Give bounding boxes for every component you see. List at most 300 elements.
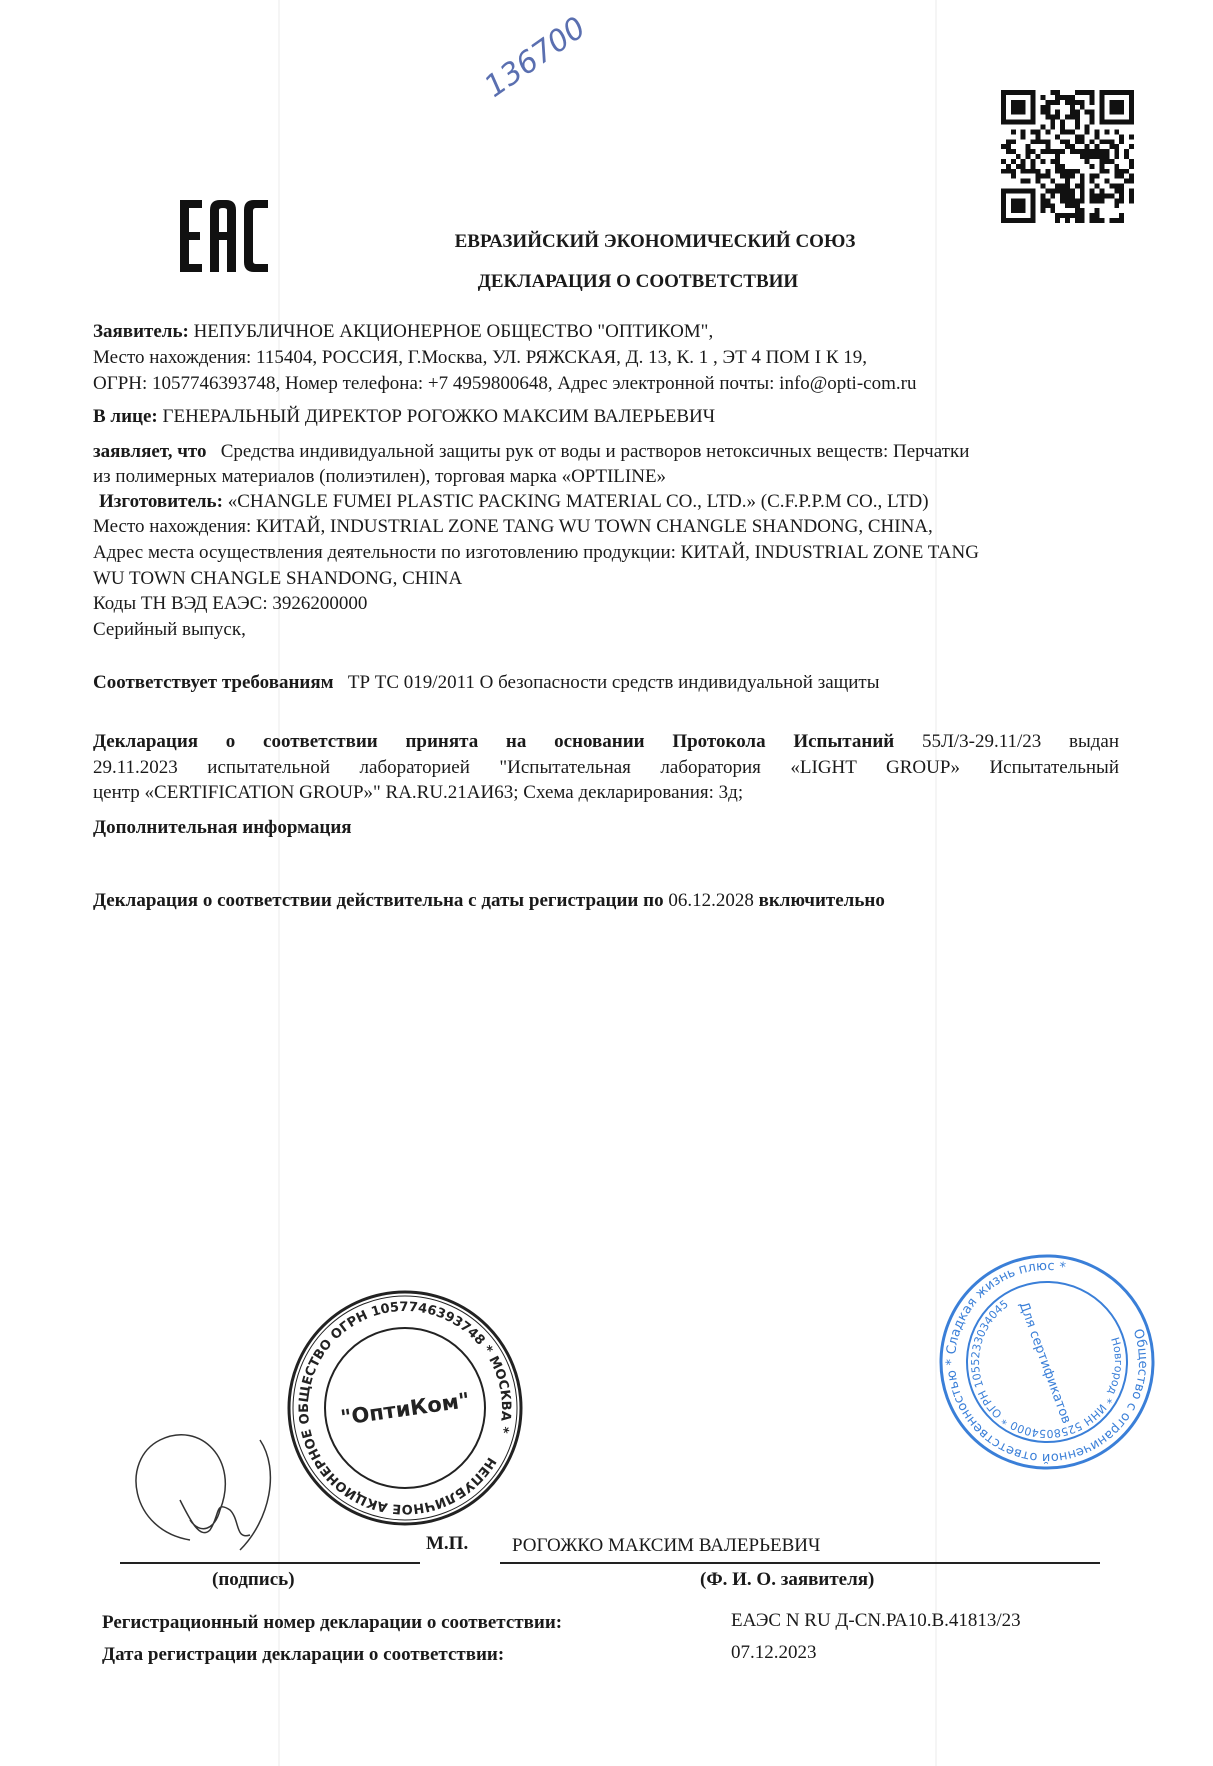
qr-module xyxy=(1075,208,1080,213)
qr-module xyxy=(1035,129,1040,134)
qr-module xyxy=(1055,115,1060,120)
qr-module xyxy=(1001,120,1035,125)
qr-module xyxy=(1011,159,1016,164)
qr-module xyxy=(1026,169,1031,174)
qr-module xyxy=(1109,100,1124,115)
qr-module xyxy=(1060,139,1065,144)
qr-module xyxy=(1040,174,1045,179)
qr-module xyxy=(1109,139,1114,144)
qr-module xyxy=(1090,174,1095,179)
qr-module xyxy=(1070,174,1075,179)
qr-module xyxy=(1114,149,1119,154)
qr-module xyxy=(1129,174,1134,179)
qr-module xyxy=(1065,179,1070,184)
qr-module xyxy=(1045,144,1050,149)
validity-date: 06.12.2028 xyxy=(668,890,754,911)
qr-module xyxy=(1045,189,1050,194)
name-caption: (Ф. И. О. заявителя) xyxy=(700,1569,875,1590)
qr-module xyxy=(1080,174,1085,179)
manufacturer-name: «CHANGLE FUMEI PLASTIC PACKING MATERIAL CO., LTD.» (C.F.P.P.M CO., LTD) xyxy=(227,491,929,512)
company-seal xyxy=(285,1288,525,1528)
qr-module xyxy=(1021,134,1026,139)
blue-stamp-center: Для сертификатов xyxy=(1015,1299,1074,1426)
qr-module xyxy=(1055,184,1060,189)
qr-module xyxy=(1100,198,1105,203)
qr-module xyxy=(1114,144,1119,149)
applicant-line xyxy=(93,321,1119,343)
qr-module xyxy=(1026,149,1031,154)
qr-module xyxy=(1095,213,1100,218)
qr-module xyxy=(1011,149,1016,154)
basis-line-1 xyxy=(93,731,1119,753)
qr-module xyxy=(1050,179,1055,184)
qr-module xyxy=(1104,129,1109,134)
qr-module xyxy=(1040,159,1045,164)
qr-module xyxy=(1100,120,1134,125)
qr-module xyxy=(1070,213,1075,218)
qr-module xyxy=(1100,154,1105,159)
qr-module xyxy=(1035,174,1040,179)
qr-module xyxy=(1050,124,1055,129)
qr-module xyxy=(1050,203,1055,208)
qr-module xyxy=(1055,90,1060,95)
qr-module xyxy=(1070,129,1075,134)
compliance-value: ТР ТС 019/2011 О безопасности средств индивидуальной защиты xyxy=(347,672,880,693)
qr-module xyxy=(1090,110,1095,115)
qr-module xyxy=(1016,154,1021,159)
qr-module xyxy=(1006,164,1011,169)
qr-module xyxy=(1090,189,1095,194)
qr-module xyxy=(1090,218,1095,223)
qr-module xyxy=(1095,149,1100,154)
manufacturer-label: Изготовитель: xyxy=(99,491,223,512)
qr-module xyxy=(1031,139,1036,144)
qr-module xyxy=(1001,144,1006,149)
signer-name: РОГОЖКО МАКСИМ ВАЛЕРЬЕВИЧ xyxy=(512,1535,821,1556)
qr-module xyxy=(1075,120,1080,125)
qr-module xyxy=(1006,149,1011,154)
qr-module xyxy=(1095,129,1100,134)
applicant-address: Место нахождения: 115404, РОССИЯ, Г.Москва, УЛ. РЯЖСКАЯ, Д. 13, К. 1 , ЭТ 4 ПОМ I К 19, xyxy=(93,347,868,368)
activity-address-1: Адрес места осуществления деятельности по изготовлению продукции: КИТАЙ, INDUSTRIAL ZONE TANG xyxy=(93,542,979,563)
qr-module xyxy=(1055,154,1060,159)
qr-module xyxy=(1075,139,1080,144)
qr-module xyxy=(1060,198,1065,203)
seal-center-text: "ОптиКом" xyxy=(339,1388,472,1430)
qr-module xyxy=(1021,129,1026,134)
qr-module xyxy=(1080,189,1085,194)
person-label: В лице: xyxy=(93,406,158,427)
qr-module xyxy=(1124,154,1129,159)
qr-module xyxy=(1006,144,1011,149)
qr-module xyxy=(1040,110,1045,115)
qr-module xyxy=(1040,208,1045,213)
basis-label: Декларация о соответствии принята на основании Протокола Испытаний xyxy=(93,731,895,752)
qr-module xyxy=(1055,164,1060,169)
qr-module xyxy=(1129,90,1134,124)
qr-module xyxy=(1075,149,1080,154)
qr-module xyxy=(1119,169,1124,174)
blue-company-stamp xyxy=(935,1250,1160,1475)
qr-module xyxy=(1109,159,1114,164)
qr-module xyxy=(1050,149,1055,154)
qr-module xyxy=(1119,198,1124,203)
applicant-name: НЕПУБЛИЧНОЕ АКЦИОНЕРНОЕ ОБЩЕСТВО "ОПТИКОМ", xyxy=(193,321,714,342)
qr-module xyxy=(1040,149,1045,154)
qr-module xyxy=(1031,149,1036,154)
qr-module xyxy=(1040,184,1045,189)
qr-module xyxy=(1119,193,1124,198)
qr-module xyxy=(1065,129,1070,134)
qr-module xyxy=(1129,198,1134,203)
validity-suffix: включительно xyxy=(758,890,885,911)
qr-module xyxy=(1065,193,1070,198)
qr-module xyxy=(1055,95,1060,100)
qr-module xyxy=(1065,203,1070,208)
qr-module xyxy=(1045,174,1050,179)
qr-module xyxy=(1026,154,1031,159)
qr-module xyxy=(1075,213,1080,218)
qr-module xyxy=(1060,124,1065,129)
qr-module xyxy=(1119,139,1124,144)
qr-module xyxy=(1050,100,1055,105)
qr-module xyxy=(1075,134,1080,139)
qr-module xyxy=(1085,110,1090,115)
qr-module xyxy=(1080,218,1085,223)
qr-module xyxy=(1114,174,1119,179)
manufacturer-line xyxy=(99,491,1125,513)
customs-codes: Коды ТН ВЭД ЕАЭС: 3926200000 xyxy=(93,593,368,614)
qr-module xyxy=(1060,189,1065,194)
qr-module xyxy=(1090,198,1095,203)
qr-module xyxy=(1070,105,1075,110)
qr-module xyxy=(1055,134,1060,139)
qr-module xyxy=(1070,110,1075,115)
qr-module xyxy=(1011,198,1026,213)
validity-line xyxy=(93,890,1119,912)
qr-module xyxy=(1031,90,1036,124)
qr-module xyxy=(1119,184,1124,189)
qr-module xyxy=(1075,110,1080,115)
qr-module xyxy=(1075,100,1080,105)
qr-module xyxy=(1075,203,1080,208)
qr-module xyxy=(1055,159,1060,164)
serial-release: Серийный выпуск, xyxy=(93,619,246,640)
qr-module xyxy=(1080,184,1085,189)
qr-module xyxy=(1065,100,1070,105)
qr-module xyxy=(1045,129,1050,134)
qr-module xyxy=(1119,189,1124,194)
qr-module xyxy=(1070,95,1075,100)
qr-module xyxy=(1114,218,1119,223)
qr-module xyxy=(1080,198,1085,203)
qr-module xyxy=(1070,193,1075,198)
applicant-label: Заявитель: xyxy=(93,321,189,342)
qr-module xyxy=(1080,149,1085,154)
qr-module xyxy=(1114,198,1119,203)
qr-module xyxy=(1104,193,1109,198)
scan-artifact xyxy=(935,0,937,1766)
qr-module xyxy=(1011,100,1026,115)
qr-module xyxy=(1119,218,1124,223)
compliance-label: Соответствует требованиям xyxy=(93,672,334,693)
qr-module xyxy=(1055,110,1060,115)
protocol-number: 55Л/3-29.11/23 выдан xyxy=(921,731,1119,752)
qr-module xyxy=(1050,208,1055,213)
qr-module xyxy=(1090,193,1095,198)
qr-module xyxy=(1109,218,1114,223)
qr-module xyxy=(1080,154,1085,159)
registration-date: 07.12.2023 xyxy=(731,1642,817,1663)
person-line xyxy=(93,406,1119,428)
qr-module xyxy=(1050,115,1055,120)
qr-module xyxy=(1060,149,1065,154)
declares-label: заявляет, что xyxy=(93,441,207,462)
qr-module xyxy=(1109,184,1114,189)
qr-module xyxy=(1070,149,1075,154)
qr-module xyxy=(1065,198,1070,203)
qr-module xyxy=(1100,149,1105,154)
qr-module xyxy=(1065,174,1070,179)
qr-module xyxy=(1045,203,1050,208)
qr-module xyxy=(1045,110,1050,115)
qr-module xyxy=(1060,193,1065,198)
qr-module xyxy=(1021,159,1026,164)
qr-module xyxy=(1104,149,1109,154)
qr-module xyxy=(1035,154,1040,159)
signature-caption: (подпись) xyxy=(212,1569,295,1590)
qr-module xyxy=(1129,179,1134,184)
qr-module xyxy=(1050,159,1055,164)
qr-module xyxy=(1100,193,1105,198)
qr-module xyxy=(1080,90,1085,95)
blue-stamp-outer-text: Общество с ограниченной ответственностью * Сладкая жизнь плюс * xyxy=(943,1258,1151,1466)
qr-module xyxy=(1050,120,1055,125)
qr-module xyxy=(1031,189,1036,223)
qr-module xyxy=(1085,129,1090,134)
qr-module xyxy=(1100,218,1105,223)
qr-module xyxy=(1114,164,1119,169)
qr-module xyxy=(1090,90,1095,95)
qr-module xyxy=(1114,129,1119,134)
qr-module xyxy=(1129,159,1134,164)
qr-module xyxy=(1065,144,1070,149)
qr-module xyxy=(1065,169,1070,174)
qr-module xyxy=(1090,95,1095,100)
qr-module xyxy=(1040,95,1045,100)
qr-module xyxy=(1050,90,1055,95)
qr-module xyxy=(1075,124,1080,129)
qr-module xyxy=(1060,213,1065,218)
qr-module xyxy=(1060,174,1065,179)
qr-module xyxy=(1104,159,1109,164)
qr-module xyxy=(1055,189,1060,194)
qr-module xyxy=(1031,164,1036,169)
qr-module xyxy=(1001,159,1006,164)
qr-module xyxy=(1114,203,1119,208)
qr-module xyxy=(1124,149,1129,154)
qr-module xyxy=(1104,154,1109,159)
qr-module xyxy=(1016,164,1021,169)
qr-module xyxy=(1109,193,1114,198)
blue-stamp-inner-text: Новгород * ИНН 5258054000 * ОГРН 1055233034045 xyxy=(968,1297,1126,1441)
qr-module xyxy=(1095,144,1100,149)
qr-module xyxy=(1085,124,1090,129)
qr-module xyxy=(1095,198,1100,203)
qr-module xyxy=(1085,90,1090,95)
qr-module xyxy=(1040,203,1045,208)
qr-module xyxy=(1100,90,1105,124)
qr-module xyxy=(1045,169,1050,174)
qr-module xyxy=(1011,129,1016,134)
qr-module xyxy=(1060,169,1065,174)
qr-module xyxy=(1060,120,1065,125)
qr-module xyxy=(1065,189,1070,194)
qr-module xyxy=(1100,90,1134,95)
qr-module xyxy=(1001,218,1035,223)
qr-module xyxy=(1055,149,1060,154)
qr-module xyxy=(1100,169,1105,174)
qr-module xyxy=(1109,144,1114,149)
qr-module xyxy=(1104,179,1109,184)
qr-module xyxy=(1031,129,1036,134)
product-description-2: из полимерных материалов (полиэтилен), торговая марка «OPTILINE» xyxy=(93,466,667,487)
qr-module xyxy=(1070,203,1075,208)
stamp-place-label: М.П. xyxy=(426,1533,469,1554)
qr-module xyxy=(1090,115,1095,120)
qr-module xyxy=(1055,213,1060,218)
qr-module xyxy=(1040,198,1045,203)
qr-module xyxy=(1055,100,1060,105)
qr-module xyxy=(1080,139,1085,144)
qr-module xyxy=(1001,90,1006,124)
qr-module xyxy=(1080,100,1085,105)
applicant-contacts: ОГРН: 1057746393748, Номер телефона: +7 4959800648, Адрес электронной почты: info@opti-com.ru xyxy=(93,373,917,394)
qr-module xyxy=(1035,169,1040,174)
qr-module xyxy=(1090,213,1095,218)
qr-module xyxy=(1129,164,1134,169)
qr-module xyxy=(1075,218,1080,223)
qr-module xyxy=(1001,189,1006,223)
qr-module xyxy=(1035,179,1040,184)
activity-address-2: WU TOWN CHANGLE SHANDONG, CHINA xyxy=(93,568,463,589)
qr-module xyxy=(1065,95,1070,100)
qr-module xyxy=(1095,154,1100,159)
qr-module xyxy=(1035,134,1040,139)
qr-module xyxy=(1065,213,1070,218)
signature-line xyxy=(120,1562,420,1564)
qr-module xyxy=(1021,179,1026,184)
qr-module xyxy=(1100,159,1105,164)
qr-module xyxy=(1090,149,1095,154)
name-line xyxy=(500,1562,1100,1564)
qr-code xyxy=(1000,90,1135,223)
qr-module xyxy=(1080,208,1085,213)
eac-logo xyxy=(180,200,270,272)
qr-module xyxy=(1050,189,1055,194)
qr-module xyxy=(1055,169,1060,174)
manufacturer-location: Место нахождения: КИТАЙ, INDUSTRIAL ZONE TANG WU TOWN CHANGLE SHANDONG, CHINA, xyxy=(93,516,933,537)
qr-module xyxy=(1055,218,1060,223)
qr-module xyxy=(1075,90,1080,95)
qr-module xyxy=(1100,139,1105,144)
basis-line-3: центр «CERTIFICATION GROUP»" RA.RU.21АИ63; Схема декларирования: 3д; xyxy=(93,782,744,803)
qr-module xyxy=(1095,184,1100,189)
qr-module xyxy=(1080,213,1085,218)
qr-module xyxy=(1065,139,1070,144)
qr-module xyxy=(1075,184,1080,189)
qr-module xyxy=(1119,213,1124,218)
handwritten-number: 136700 xyxy=(478,10,593,105)
qr-module xyxy=(1045,115,1050,120)
qr-module xyxy=(1050,193,1055,198)
qr-module xyxy=(1119,134,1124,139)
qr-module xyxy=(1090,139,1095,144)
qr-module xyxy=(1129,144,1134,149)
qr-module xyxy=(1045,105,1050,110)
registration-number-label: Регистрационный номер декларации о соответствии: xyxy=(102,1612,563,1633)
qr-module xyxy=(1114,189,1119,194)
qr-module xyxy=(1075,169,1080,174)
product-description: Средства индивидуальной защиты рук от воды и растворов нетоксичных веществ: Перчатки xyxy=(220,441,970,462)
qr-module xyxy=(1104,139,1109,144)
qr-module xyxy=(1080,179,1085,184)
qr-module xyxy=(1045,198,1050,203)
qr-module xyxy=(1026,179,1031,184)
qr-module xyxy=(1085,144,1090,149)
qr-module xyxy=(1095,208,1100,213)
qr-module xyxy=(1040,124,1045,129)
qr-module xyxy=(1075,198,1080,203)
qr-module xyxy=(1129,189,1134,194)
qr-module xyxy=(1119,174,1124,179)
seal-ring-text: НЕПУБЛИЧНОЕ АКЦИОНЕРНОЕ ОБЩЕСТВО ОГРН 1057746393748 * МОСКВА * xyxy=(296,1299,514,1517)
qr-module xyxy=(1124,169,1129,174)
qr-module xyxy=(1114,154,1119,159)
qr-module xyxy=(1085,159,1090,164)
qr-module xyxy=(1001,169,1006,174)
registration-number: ЕАЭС N RU Д-CN.РА10.В.41813/23 xyxy=(731,1610,1021,1631)
qr-module xyxy=(1065,184,1070,189)
additional-info-label: Дополнительная информация xyxy=(93,817,352,838)
qr-module xyxy=(1045,139,1050,144)
basis-line-2: 29.11.2023 испытательной лабораторией "Испытательная лаборатория «LIGHT GROUP» Испытательный xyxy=(93,757,1119,778)
qr-module xyxy=(1124,179,1129,184)
qr-module xyxy=(1095,134,1100,139)
qr-module xyxy=(1085,154,1090,159)
qr-module xyxy=(1021,169,1026,174)
qr-module xyxy=(1070,115,1075,120)
qr-module xyxy=(1070,100,1075,105)
qr-module xyxy=(1085,149,1090,154)
qr-module xyxy=(1035,139,1040,144)
union-heading: ЕВРАЗИЙСКИЙ ЭКОНОМИЧЕСКИЙ СОЮЗ xyxy=(454,231,856,252)
qr-module xyxy=(1095,193,1100,198)
qr-module xyxy=(1045,100,1050,105)
qr-module xyxy=(1040,193,1045,198)
qr-module xyxy=(1095,174,1100,179)
validity-prefix: Декларация о соответствии действительна с даты регистрации по xyxy=(93,890,664,911)
qr-module xyxy=(1040,105,1045,110)
qr-module xyxy=(1095,218,1100,223)
qr-module xyxy=(1090,164,1095,169)
qr-module xyxy=(1070,198,1075,203)
registration-date-label: Дата регистрации декларации о соответствии: xyxy=(102,1644,505,1665)
qr-module xyxy=(1011,169,1016,174)
qr-module xyxy=(1006,169,1011,174)
qr-module xyxy=(1045,149,1050,154)
compliance-line xyxy=(93,672,1119,694)
